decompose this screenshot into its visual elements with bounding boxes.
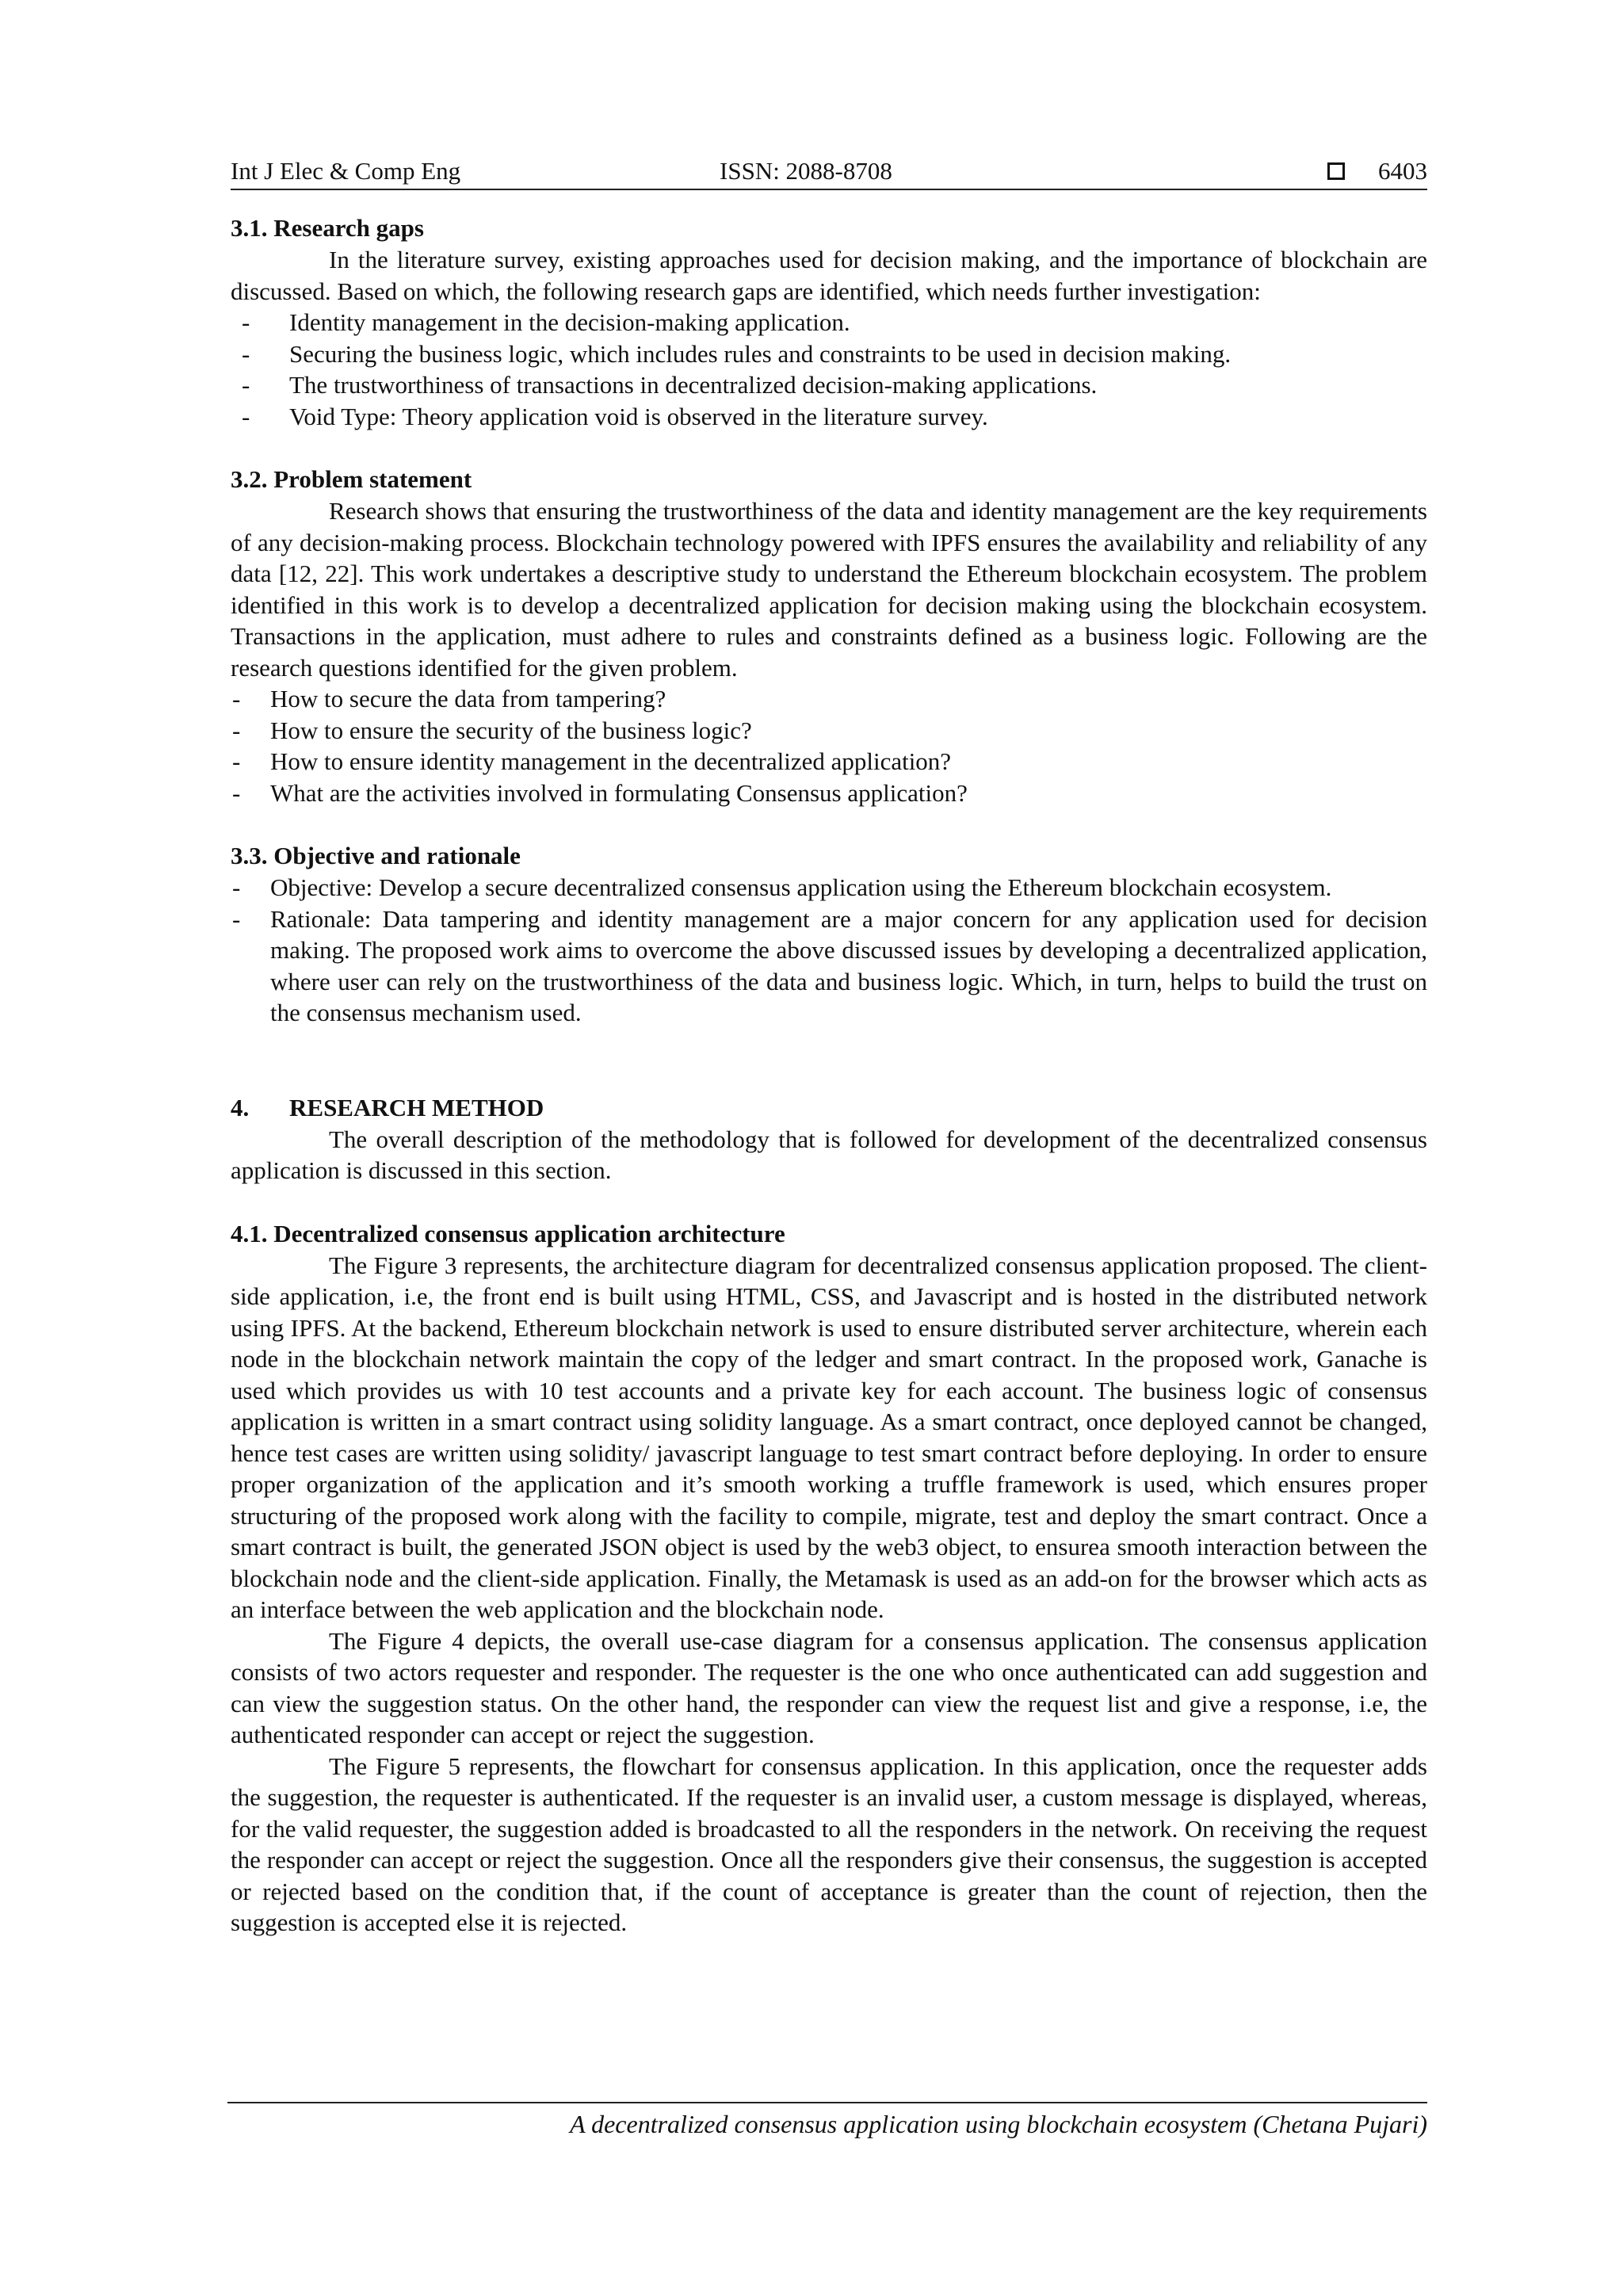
section-3-1-intro: In the literature survey, existing approaches used for decision making, and the importance of blockchain are discussed. Based on which, the following research gaps are identified, which needs further investigation: [231, 246, 1427, 305]
section-3-1-title: 3.1. Research gaps [231, 214, 424, 242]
page-header [231, 151, 1427, 189]
list-item: - Void Type: Theory application void is observed in the literature survey. [231, 401, 1427, 433]
section-4-heading: RESEARCH METHOD [289, 1093, 544, 1121]
list-item: - What are the activities involved in formulating Consensus application? [231, 777, 1427, 809]
section-3-2-title: 3.2. Problem statement [231, 465, 472, 493]
list-item: - Securing the business logic, which includes rules and constraints to be used in decision making. [231, 338, 1427, 370]
list-item: - How to ensure identity management in the decentralized application? [231, 746, 1427, 777]
section-3-2-text: Research shows that ensuring the trustworthiness of the data and identity management are the key requirements of any decision-making process. Blockchain technology powered with IPFS ensures the availability and reliability of any data [12, 22]. This work undertakes a descriptive study to understand the Ethereum blockchain ecosystem. The problem identified in this work is to develop a decentralized application for decision making using the blockchain ecosystem. Transactions in the application, must adhere to rules and constraints defined as a business logic. Following are the research questions identified for the given problem. [231, 497, 1427, 682]
footer-rule [227, 2102, 1427, 2103]
list-item: - The trustworthiness of transactions in decentralized decision-making applications. [231, 369, 1427, 401]
objective-rationale-list [231, 872, 1427, 1029]
research-gaps-list [231, 307, 1427, 432]
journal-name: Int J Elec & Comp Eng [231, 157, 461, 185]
section-4-1-paragraph-1: The Figure 3 represents, the architecture diagram for decentralized consensus application proposed. The client-side application, i.e, the front end is built using HTML, CSS, and Javascript and is hosted in the distributed network using IPFS. At the backend, Ethereum blockchain network is used to ensure distributed server architecture, wherein each node in the blockchain network maintain the copy of the ledger and smart contract. In the proposed work, Ganache is used which provides us with 10 test accounts and a private key for each account. The business logic of consensus application is written in a smart contract using solidity language. As a smart contract, once deployed cannot be changed, hence test cases are written using solidity/ javascript language to test smart contract before deploying. In order to ensure proper organization of the application and it’s smooth working a truffle framework is used, which ensures proper structuring of the proposed work along with the facility to compile, migrate, test and deploy the smart contract. Once a smart contract is built, the generated JSON object is used by the web3 object, to ensurea smooth interaction between the blockchain node and the client-side application. Finally, the Metamask is used as an add-on for the browser which acts as an interface between the web application and the blockchain node. [231, 1251, 1427, 1623]
list-item: - How to secure the data from tampering? [231, 683, 1427, 715]
section-4-1-title: 4.1. Decentralized consensus application architecture [231, 1219, 785, 1247]
list-item: - Rationale: Data tampering and identity management are a major concern for any application used for decision making. The proposed work aims to overcome the above discussed issues by developing a decentralized application, where user can rely on the trustworthiness of the data and business logic. Which, in turn, helps to build the trust on the consensus mechanism used. [231, 904, 1427, 1029]
section-4-1-paragraph-3: The Figure 5 represents, the flowchart for consensus application. In this application, once the requester adds the suggestion, the requester is authenticated. If the requester is an invalid user, a custom message is displayed, whereas, for the valid requester, the suggestion added is broadcasted to all the responders in the network. On receiving the request the responder can accept or reject the suggestion. Once all the responders give their consensus, the suggestion is accepted or rejected based on the condition that, if the count of acceptance is greater than the count of rejection, then the suggestion is accepted else it is rejected. [231, 1752, 1427, 1936]
page-footer: A decentralized consensus application using blockchain ecosystem (Chetana Pujari) [570, 2110, 1427, 2138]
square-bullet-icon [1327, 162, 1345, 180]
page-number: 6403 [1378, 157, 1427, 185]
section-4-number: 4. [231, 1093, 250, 1121]
issn: ISSN: 2088-8708 [720, 157, 892, 185]
research-questions-list [231, 683, 1427, 808]
section-4-title [231, 1092, 1427, 1124]
page-content [231, 151, 1427, 1939]
list-item: - How to ensure the security of the business logic? [231, 715, 1427, 747]
list-item: - Objective: Develop a secure decentralized consensus application using the Ethereum blockchain ecosystem. [231, 872, 1427, 904]
section-4-text: The overall description of the methodology that is followed for development of the decentralized consensus application is discussed in this section. [231, 1125, 1427, 1184]
section-4-1-paragraph-2: The Figure 4 depicts, the overall use-case diagram for a consensus application. The consensus application consists of two actors requester and responder. The requester is the one who once authenticated can add suggestion and can view the suggestion status. On the other hand, the responder can view the request list and give a response, i.e, the authenticated responder can accept or reject the suggestion. [231, 1626, 1427, 1748]
list-item: - Identity management in the decision-making application. [231, 307, 1427, 338]
section-3-3-title: 3.3. Objective and rationale [231, 842, 521, 869]
